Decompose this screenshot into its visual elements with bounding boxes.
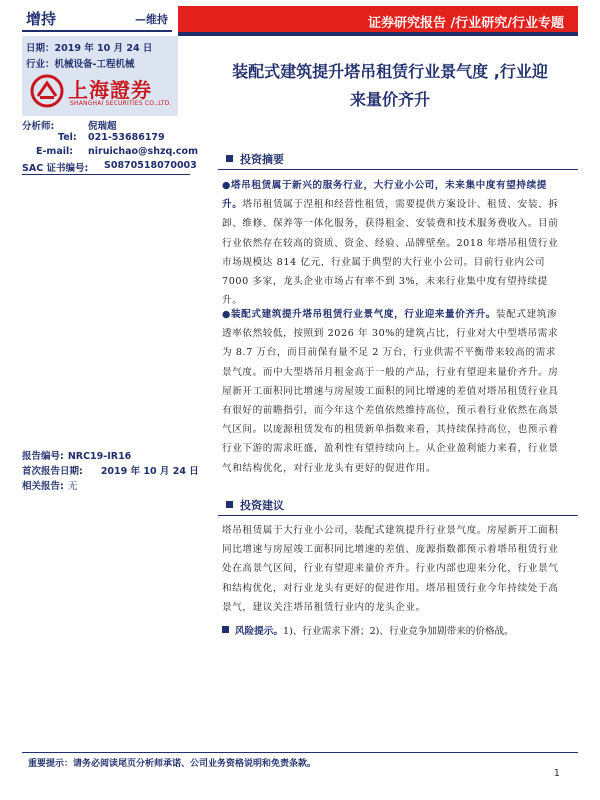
analyst-row xyxy=(22,160,197,174)
company-logo xyxy=(30,74,180,112)
recommend-paragraph xyxy=(222,521,562,617)
analyst-row xyxy=(22,132,192,146)
dot-bullet-icon: ● xyxy=(222,180,231,191)
summary-section-head xyxy=(218,150,578,170)
square-bullet-icon xyxy=(226,155,233,162)
summary-body-1: 塔吊租赁属于涅租和经营性租赁，需要提供方案设计、租赁、安装、拆卸、维修、保养等一体化服务，获得租金、安装费和技术服务费收入。目前行业依然存在较高的资质、资金、经验、品牌壁垒。2018 年塔吊租赁行业市场规模达 814 亿元，行业属于典型的大行业小公司。目前行业内公司 7000 多家，龙头企业市场占有率不到 3%，未来行业集中度有望持续提升。 xyxy=(222,199,559,307)
recommend-body: 塔吊租赁属于大行业小公司，装配式建筑提升行业景气度。房屋新开工面积同比增速与房屋竣工面积同比增速的差值、庞源指数都预示着塔吊租赁行业处在高景气区间，行业有望迎来量价齐升。行业内部也迎来分化，行业景气和结构优化，对行业龙头有更好的促进作用。塔吊租赁行业今年持续处于高景气，建议关注塔吊租赁行业内的龙头企业。 xyxy=(222,525,559,613)
summary-paragraph-2 xyxy=(222,305,562,478)
company-logo-icon xyxy=(30,74,64,108)
footer-divider xyxy=(22,752,578,753)
summary-body-2: 装配式建筑渗透率依然较低，按照到 2026 年 30%的建筑占比，行业对大中型塔吊需求为 8.7 万台，而目前保有量不足 2 万台，行业供需不平衡带来较高的需求景气度。而中大型塔吊月租金高于一般的产品，行业有望迎来量价齐升。房屋新开工面积同比增速与房屋竣工面积的同比增速的差值对塔吊租赁行业具有很好的前瞻指引，而今年这个差值依然维持高位，预示着行业依然在高景气区间。以庞源租赁发布的租赁新单指数来看，其持续保持高位，也预示着行业下游的需求旺盛，盈利性有望持续向上。从企业盈利能力来看，行业景气和结构优化，对行业龙头有更好的促进作用。 xyxy=(222,309,559,474)
divider xyxy=(22,174,190,175)
first-report-row xyxy=(22,463,202,478)
sac-label: SAC 证书编号: xyxy=(22,163,89,174)
company-name-en: SHANGHAI SECURITIES CO.,LTD. xyxy=(70,100,172,107)
summary-lead-2: 装配式建筑提升塔吊租赁行业景气度，行业迎来量价齐升。 xyxy=(230,309,497,320)
risk-label: 风险提示。 xyxy=(235,626,283,637)
risk-text: 1)、行业需求下滑；2)、行业竞争加剧带来的价格战。 xyxy=(282,626,514,637)
page-number: 1 xyxy=(553,768,560,779)
related-report-label: 相关报告: xyxy=(22,481,64,492)
headline-line-2: 来量价齐升 xyxy=(349,90,430,109)
report-industry: 行业：机械设备-工程机械 xyxy=(26,59,135,70)
analyst-row xyxy=(22,146,198,160)
related-report-value: 无 xyxy=(67,481,78,492)
sac-value: S0870518070003 xyxy=(104,160,197,171)
report-type: 证券研究报告 /行业研究/行业专题 xyxy=(367,16,564,31)
analyst-label: 分析师: xyxy=(22,121,55,132)
first-report-label: 首次报告日期: xyxy=(22,466,83,477)
report-code-row xyxy=(22,448,202,463)
report-date: 日期：2019 年 10 月 24 日 xyxy=(26,43,153,54)
summary-title: 投资摘要 xyxy=(240,153,284,166)
analyst-block xyxy=(22,118,198,174)
recommend-title: 投资建议 xyxy=(240,499,284,512)
analyst-name: 倪瑞超 xyxy=(88,121,117,132)
dot-bullet-icon: ● xyxy=(222,309,231,320)
report-type-banner xyxy=(178,6,578,36)
report-headline xyxy=(200,58,580,114)
footer-note: 重要提示：请务必阅读尾页分析师承诺、公司业务资格说明和免责条款。 xyxy=(28,759,317,769)
report-numbers xyxy=(22,448,202,493)
analyst-row xyxy=(22,118,192,132)
square-bullet-icon xyxy=(222,626,229,633)
report-code-label: 报告编号: xyxy=(22,451,64,462)
email-value[interactable]: niruichao@shzq.com xyxy=(88,146,198,157)
tel-label: Tel: xyxy=(58,132,77,143)
risk-line xyxy=(222,623,582,637)
recommend-section-head xyxy=(218,496,578,516)
report-code-value: NRC19-IR16 xyxy=(67,451,132,462)
email-label: E-mail: xyxy=(36,146,74,157)
headline-line-1: 装配式建筑提升塔吊租赁行业景气度 ,行业迎 xyxy=(232,62,548,81)
related-report-row xyxy=(22,478,202,493)
tel-value: 021-53686179 xyxy=(88,132,165,143)
rating-header xyxy=(22,6,172,32)
square-bullet-icon xyxy=(226,501,233,508)
company-name-cn: 上海證券 xyxy=(68,78,152,102)
summary-lead-1: 塔吊租赁属于新兴的服务行业，大行业小公司，未来集中度有望持续提升。 xyxy=(222,180,547,211)
rating-sub: —维持 xyxy=(135,13,168,26)
rating: 增持 xyxy=(26,10,57,28)
first-report-value: 2019 年 10 月 24 日 xyxy=(100,466,199,477)
summary-paragraph-1 xyxy=(222,176,562,310)
